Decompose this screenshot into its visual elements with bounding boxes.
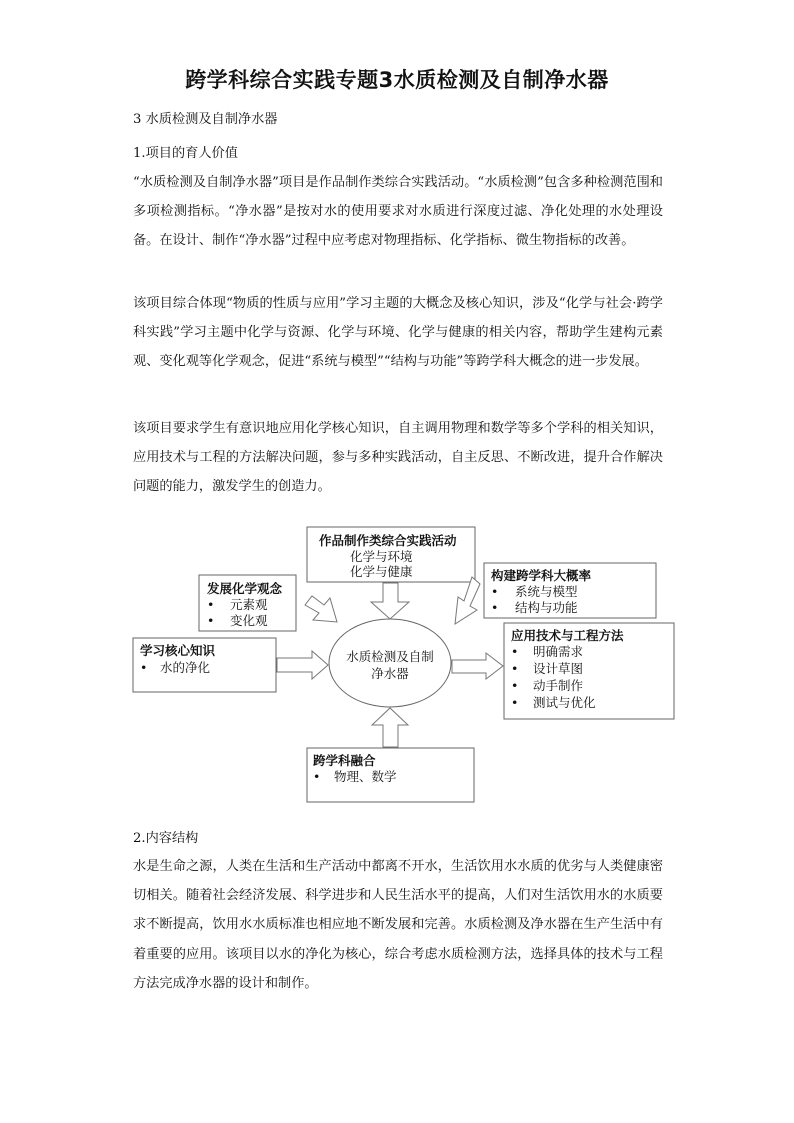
arrow-up-icon [372,708,408,747]
section1-heading: 1.项目的育人价值 [133,146,238,161]
arrow-right-icon [452,653,503,679]
diagram-center-label: 净水器 [371,666,409,681]
paragraph-2: 该项目综合体现“物质的性质与应用”学习主题的大概念及核心知识，涉及“化学与社会·跨学科实践”学习主题中化学与资源、化学与环境、化学与健康的相关内容，帮助学生建构元素观、变化观等化学观念，促进“系统与模型”“结构与功能”等跨学科大概念的进一步发展。 [133,296,663,370]
arrow-diagonal-icon [305,596,337,622]
diagram-upper-left-item: 变化观 [230,613,268,628]
diagram-upper-left-item: 元素观 [230,597,268,612]
paragraph-1: “水质检测及自制净水器”项目是作品制作类综合实践活动。“水质检测”包含多种检测范围和多项检测指标。“净水器”是按对水的使用要求对水质进行深度过滤、净化处理的水处理设备。在设计、制作“净水器”过程中应考虑对物理指标、化学指标、微生物指标的改善。 [133,175,663,249]
bullet: • [140,660,148,675]
bullet: • [491,584,499,599]
paragraph-3: 该项目要求学生有意识地应用化学核心知识，自主调用物理和数学等多个学科的相关知识，应用技术与工程的方法解决问题，参与多种实践活动，自主反思、不断改进，提升合作解决问题的能力，激发学生的创造力。 [133,421,663,495]
bullet: • [207,613,215,628]
diagram-left-item: 水的净化 [160,660,211,675]
diagram-right-item: 明确需求 [533,644,584,659]
diagram-bottom-item: 物理、数学 [334,769,397,784]
diagram-right-item: 动手制作 [533,678,584,693]
arrow-diagonal-icon [455,577,480,624]
diagram-right-heading: 应用技术与工程方法 [511,628,624,643]
diagram-right-item: 设计草图 [533,661,584,676]
bullet: • [511,644,519,659]
section2-heading: 2.内容结构 [133,831,199,846]
diagram-upper-right-heading: 构建跨学科大概率 [491,568,592,583]
bullet: • [313,769,321,784]
bullet: • [511,695,519,710]
bullet: • [491,600,499,615]
diagram-right-item: 测试与优化 [533,695,596,710]
diagram-upper-right-item: 系统与模型 [515,584,578,599]
diagram-bottom-heading: 跨学科融合 [313,753,376,768]
diagram-top-heading: 作品制作类综合实践活动 [319,533,457,548]
diagram-center-label: 水质检测及自制 [346,649,434,664]
arrow-down-icon [371,583,409,619]
diagram-upper-right-item: 结构与功能 [515,600,578,615]
diagram-upper-left-heading: 发展化学观念 [207,581,283,596]
page-title: 跨学科综合实践专题3水质检测及自制净水器 [185,68,609,92]
paragraph-4: 水是生命之源，人类在生活和生产活动中都离不开水，生活饮用水水质的优劣与人类健康密切相关。随着社会经济发展、科学进步和人民生活水平的提高，人们对生活饮用水的水质要求不断提高，饮用水水质标准也相应地不断发展和完善。水质检测及净水器在生产生活中有着重要的应用。该项目以水的净化为核心，综合考虑水质检测方法，选择具体的技术与工程方法完成净水器的设计和制作。 [133,859,663,991]
bullet: • [207,597,215,612]
bullet: • [511,678,519,693]
diagram-left-heading: 学习核心知识 [140,643,216,658]
section-subtitle: 3 水质检测及自制净水器 [133,112,278,127]
bullet: • [511,661,519,676]
diagram-top-line: 化学与环境 [350,549,413,564]
diagram-top-line: 化学与健康 [350,564,413,579]
arrow-right-icon [277,651,328,679]
